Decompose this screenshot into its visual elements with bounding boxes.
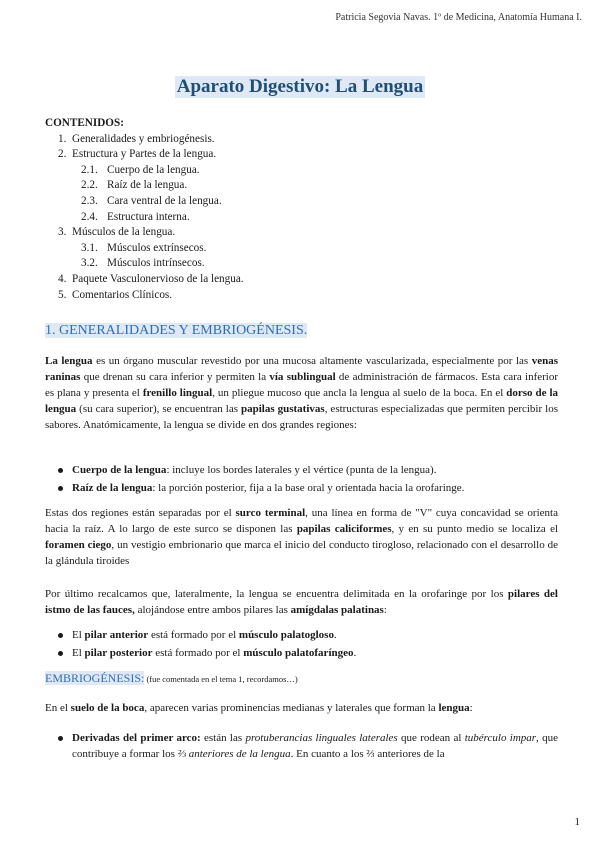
- text: En el: [45, 702, 71, 714]
- subsection-embriogenesis: [45, 671, 298, 686]
- term: papilas caliciformes: [296, 523, 392, 535]
- term: pilar anterior: [84, 629, 149, 641]
- toc-label: Músculos de la lengua.: [72, 226, 176, 239]
- text: :: [383, 604, 387, 616]
- paragraph-surco: [45, 505, 558, 569]
- term: vía sublingual: [269, 371, 336, 383]
- bullet-icon: [58, 651, 63, 656]
- text: .: [333, 629, 337, 641]
- toc-label: Estructura interna.: [107, 210, 190, 223]
- text: (su cara superior), se encuentran las: [76, 403, 241, 415]
- text: está formado por el: [152, 647, 244, 659]
- term: venas raninas: [45, 355, 558, 383]
- text: , un vestigio embrionario que marca el inicio del conducto tirogloso, relacionado con el desarrollo de la glándula tiroides: [45, 539, 558, 567]
- toc-number: 5.: [58, 288, 67, 301]
- toc-label: Cara ventral de la lengua.: [107, 194, 222, 207]
- table-of-contents: [45, 116, 244, 303]
- term: papilas gustativas: [241, 403, 325, 415]
- bullet-list-regions: [58, 462, 558, 498]
- bullet-icon: [58, 468, 63, 473]
- text: alojándose entre ambos pilares las: [134, 604, 291, 616]
- section-heading-highlight: [45, 323, 307, 338]
- contents-heading: CONTENIDOS:: [45, 117, 124, 129]
- term: frenillo lingual: [142, 387, 213, 399]
- toc-number: 2.2.: [81, 179, 98, 192]
- term: Cuerpo de la lengua: [72, 464, 167, 476]
- toc-number: 2.4.: [81, 210, 98, 223]
- bullet-icon: [58, 633, 63, 638]
- text: Estas dos regiones están separadas por el: [45, 507, 236, 519]
- italic-term: tubérculo impar: [464, 732, 537, 744]
- toc-item: [45, 132, 244, 148]
- subsection-note: (fue comentada en el tema 1, recordamos…): [144, 674, 298, 684]
- toc-item: [45, 272, 244, 288]
- toc-item: [45, 147, 244, 163]
- italic-term: protuberancias linguales laterales: [245, 732, 398, 744]
- toc-number: 1.: [58, 132, 67, 145]
- term: amígdalas palatinas: [290, 604, 384, 616]
- bullet-list-pilares: [58, 627, 558, 663]
- text: , aparecen varias prominencias medianas y laterales que forman la: [144, 702, 439, 714]
- toc-label: Músculos extrínsecos.: [107, 241, 207, 254]
- term: La lengua: [45, 355, 93, 367]
- toc-label: Estructura y Partes de la lengua.: [72, 148, 217, 161]
- section-heading: [45, 323, 307, 339]
- toc-label: Comentarios Clínicos.: [72, 288, 173, 301]
- text: : la porción posterior, fija a la base oral y orientada hacia la orofaringe.: [152, 482, 465, 494]
- list-item: [58, 462, 558, 478]
- toc-subitem: [45, 178, 244, 194]
- text: , estructuras especializadas que permiten percibir los sabores. Anatómicamente, la lengua se divide en dos grandes regiones:: [45, 403, 558, 431]
- toc-number: 2.1.: [81, 163, 98, 176]
- paragraph-pilares: [45, 586, 558, 618]
- toc-number: 3.2.: [81, 257, 98, 270]
- toc-number: 3.: [58, 226, 67, 239]
- toc-label: Generalidades y embriogénesis.: [72, 132, 215, 145]
- text: , un pliegue mucoso que ancla la lengua al suelo de la boca. En el: [212, 387, 507, 399]
- term: pilar posterior: [84, 647, 153, 659]
- toc-number: 2.3.: [81, 194, 98, 207]
- page-number: 1: [574, 816, 580, 828]
- list-item: [58, 645, 558, 661]
- term: surco terminal: [235, 507, 306, 519]
- term: dorso de la lengua: [45, 387, 558, 415]
- list-item: [58, 480, 558, 496]
- text: : incluye los bordes laterales y el vértice (punta de la lengua).: [166, 464, 437, 476]
- page-header: Patricia Segovia Navas. 1º de Medicina, Anatomía Humana I.: [335, 12, 582, 23]
- bullet-list-arcos: [58, 730, 558, 764]
- text: que drenan su cara inferior y permiten la: [80, 371, 270, 383]
- section-number: 1.: [45, 323, 56, 338]
- term: suelo de la boca: [70, 702, 145, 714]
- text: , que contribuye a formar los: [72, 732, 558, 760]
- toc-number: 4.: [58, 272, 67, 285]
- toc-item: [45, 225, 244, 241]
- toc-subitem: [45, 256, 244, 272]
- toc-subitem: [45, 194, 244, 210]
- term: músculo palatogloso: [238, 629, 334, 641]
- toc-subitem: [45, 163, 244, 179]
- list-item: [58, 627, 558, 643]
- toc-label: Paquete Vasculonervioso de la lengua.: [72, 272, 244, 285]
- term: músculo palatofaríngeo: [243, 647, 354, 659]
- term: Raíz de la lengua: [72, 482, 153, 494]
- text: están las: [200, 732, 246, 744]
- list-item: [58, 730, 558, 762]
- italic-term: ⅔ anteriores de la lengua: [177, 748, 291, 760]
- term: Derivadas del primer arco:: [72, 732, 201, 744]
- bullet-icon: [58, 736, 63, 741]
- text: que rodean al: [397, 732, 465, 744]
- toc-item: [45, 288, 244, 304]
- text: .: [353, 647, 357, 659]
- toc-label: Músculos intrínsecos.: [107, 257, 205, 270]
- title-wrapper: [0, 76, 600, 98]
- section-title: GENERALIDADES Y EMBRIOGÉNESIS.: [59, 323, 308, 338]
- term: pilares del istmo de las fauces,: [45, 588, 558, 616]
- text: está formado por el: [148, 629, 239, 641]
- paragraph-intro: [45, 353, 558, 433]
- text: El: [72, 647, 85, 659]
- text: Por último recalcamos que, lateralmente, la lengua se encuentra delimitada en la orofaringe por los: [45, 588, 508, 600]
- toc-subitem: [45, 241, 244, 257]
- toc-number: 2.: [58, 148, 67, 161]
- toc-number: 3.1.: [81, 241, 98, 254]
- toc-label: Raíz de la lengua.: [107, 179, 188, 192]
- text: El: [72, 629, 85, 641]
- bullet-icon: [58, 486, 63, 491]
- text: de administración de fármacos. Esta cara inferior es plana y presenta el: [45, 371, 558, 399]
- term: foramen ciego: [45, 539, 112, 551]
- page-title: Aparato Digestivo: La Lengua: [176, 76, 424, 97]
- text: es un órgano muscular revestido por una mucosa altamente vascularizada, especialmente por las: [92, 355, 532, 367]
- toc-subitem: [45, 210, 244, 226]
- text: :: [469, 702, 473, 714]
- text: , y en su punto medio se localiza el: [391, 523, 559, 535]
- text: . En cuanto a los ⅔ anteriores de la: [290, 748, 445, 760]
- text: , una línea en forma de "V" cuya concavidad se orienta hacia la raíz. A lo largo de este surco se disponen las: [45, 507, 558, 535]
- term: lengua: [438, 702, 470, 714]
- paragraph-suelo: [45, 700, 558, 716]
- subsection-heading: EMBRIOGÉNESIS:: [45, 671, 145, 685]
- toc-label: Cuerpo de la lengua.: [107, 163, 200, 176]
